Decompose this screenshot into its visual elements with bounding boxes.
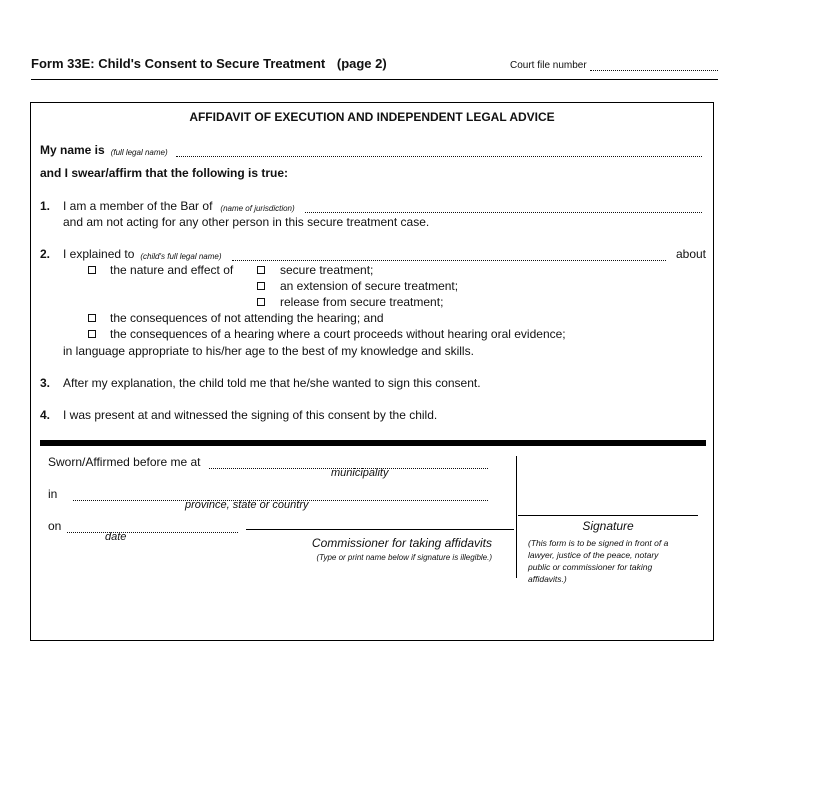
item4-text: I was present at and witnessed the signing of this consent by the child. [63, 408, 438, 422]
hearing-checkbox[interactable] [88, 330, 96, 338]
item4-number: 4. [40, 408, 51, 422]
consequences-not-attending: the consequences of not attending the hearing; and [110, 311, 384, 325]
date-field[interactable] [67, 522, 238, 533]
item1-text: I am a member of the Bar of [63, 199, 213, 213]
item2-hint: (child's full legal name) [140, 252, 222, 261]
signature-note-line: affidavits.) [528, 574, 567, 584]
commissioner-signature-line[interactable] [246, 529, 514, 530]
item2-text: I explained to [63, 247, 135, 261]
signature-divider [516, 456, 517, 578]
form-title [31, 56, 387, 71]
signature-note-line: public or commissioner for taking [528, 562, 653, 572]
form-label: Form 33E: [31, 56, 95, 71]
swear-line: and I swear/affirm that the following is true: [40, 166, 289, 180]
release-checkbox[interactable] [257, 298, 265, 306]
item2-closing: in language appropriate to his/her age to the best of my knowledge and skills. [63, 344, 474, 358]
court-file-label: Court file number [510, 60, 587, 71]
date-hint: date [105, 531, 127, 543]
item1-row [63, 199, 702, 213]
nature-label: the nature and effect of [110, 263, 234, 277]
court-file-input[interactable] [590, 61, 718, 71]
my-name-hint: (full legal name) [110, 148, 168, 157]
section-divider [40, 440, 706, 446]
header-rule [31, 79, 718, 80]
option-release: release from secure treatment; [280, 295, 444, 309]
sworn-row [48, 455, 488, 469]
signature-line[interactable] [518, 515, 698, 516]
consequences-hearing: the consequences of a hearing where a court proceeds without hearing oral evidence; [110, 327, 566, 341]
commissioner-note: (Type or print name below if signature is illegible.) [316, 553, 492, 562]
nature-effect-checkbox[interactable] [88, 266, 96, 274]
my-name-field[interactable] [176, 146, 702, 157]
province-hint: province, state or country [185, 499, 309, 511]
item2-row [63, 247, 706, 261]
extension-checkbox[interactable] [257, 282, 265, 290]
item2-number: 2. [40, 247, 51, 261]
item3-number: 3. [40, 376, 51, 390]
option-extension: an extension of secure treatment; [280, 279, 459, 293]
signature-label: Signature [582, 519, 634, 533]
on-label: on [48, 519, 62, 533]
in-label: in [48, 487, 58, 501]
form-title-text: Child's Consent to Secure Treatment [98, 56, 326, 71]
page-label: (page 2) [336, 56, 387, 71]
on-row [48, 519, 238, 533]
my-name-row [40, 143, 702, 157]
jurisdiction-field[interactable] [305, 202, 702, 213]
commissioner-label: Commissioner for taking affidavits [311, 536, 492, 550]
item1-hint: (name of jurisdiction) [220, 204, 295, 213]
secure-treatment-checkbox[interactable] [257, 266, 265, 274]
item1-number: 1. [40, 199, 51, 213]
sworn-label: Sworn/Affirmed before me at [48, 455, 201, 469]
my-name-label: My name is [40, 143, 105, 157]
child-name-field[interactable] [232, 250, 666, 261]
item2-about: about [675, 247, 706, 261]
signature-note-line: lawyer, justice of the peace, notary [528, 550, 659, 560]
option-secure-treatment: secure treatment; [280, 263, 374, 277]
item3-text: After my explanation, the child told me that he/she wanted to sign this consent. [63, 376, 481, 390]
not-attending-checkbox[interactable] [88, 314, 96, 322]
item1-line2: and am not acting for any other person in this secure treatment case. [63, 215, 430, 229]
section-title: AFFIDAVIT OF EXECUTION AND INDEPENDENT LEGAL ADVICE [189, 110, 555, 124]
municipality-hint: municipality [331, 467, 389, 479]
signature-note-line: (This form is to be signed in front of a [528, 538, 669, 548]
court-file-number [510, 60, 718, 71]
signature-note [528, 537, 700, 585]
